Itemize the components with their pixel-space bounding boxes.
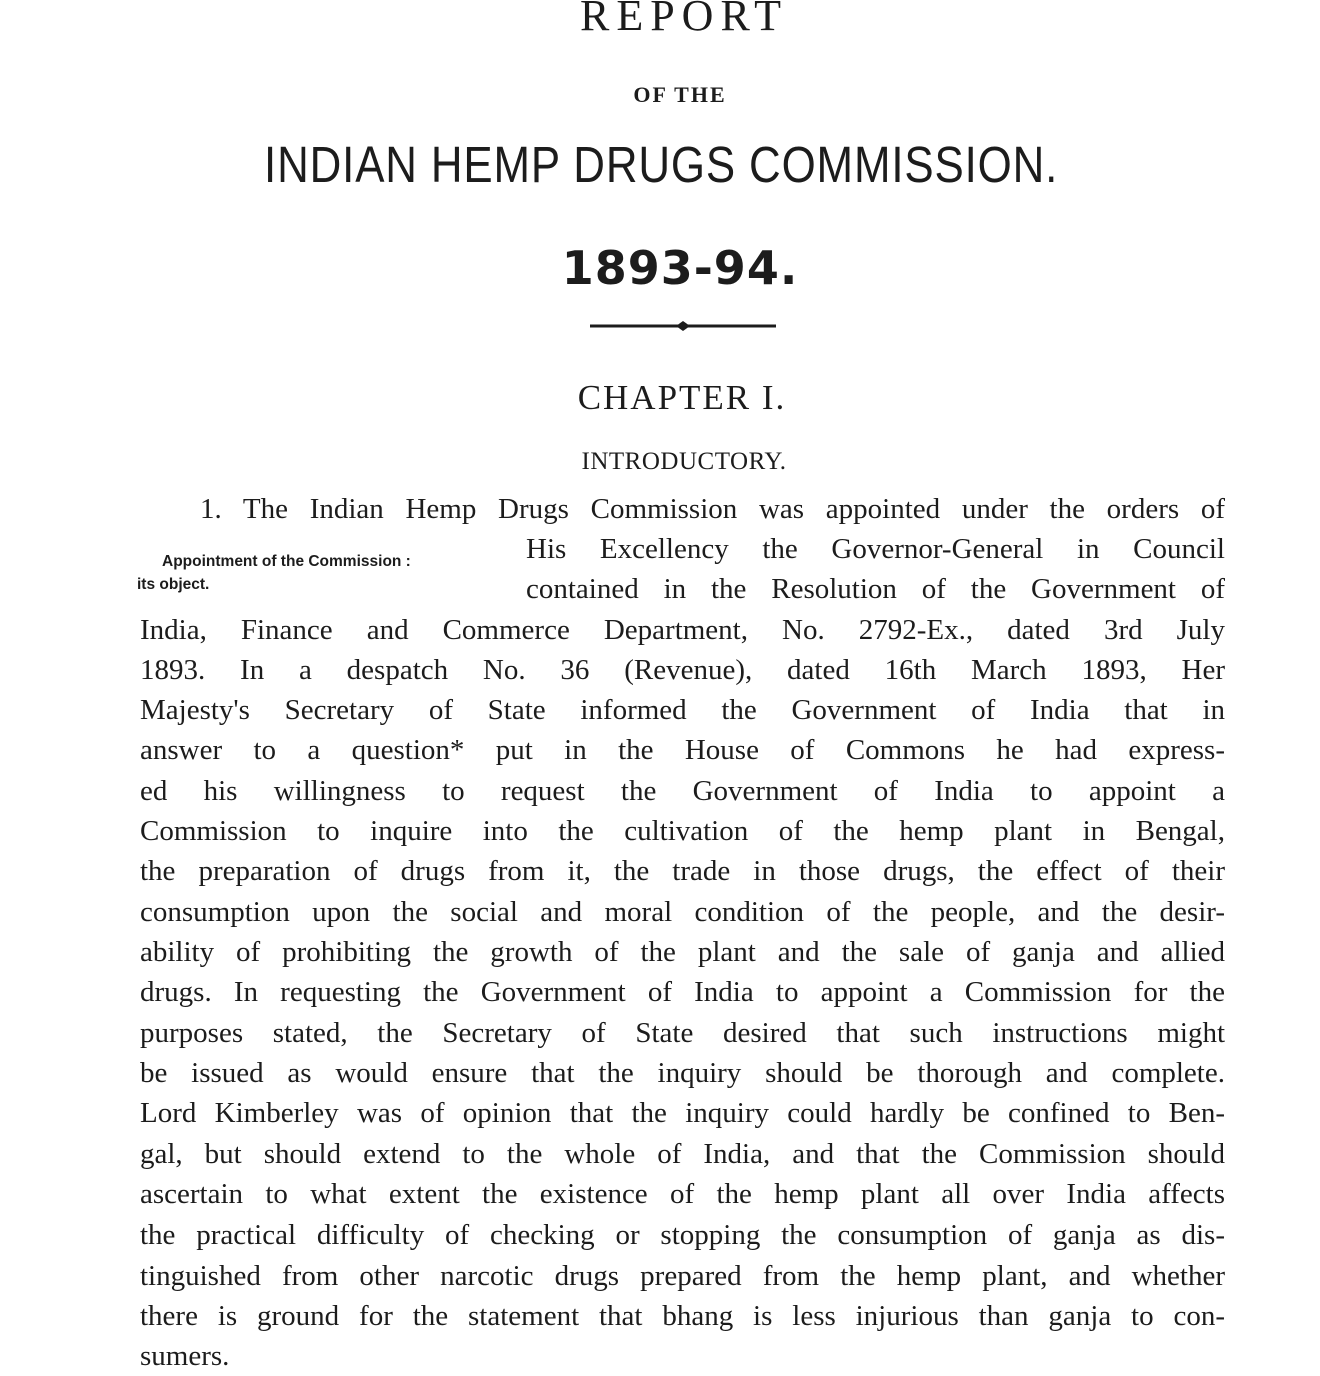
paragraph-line: 1. The Indian Hemp Drugs Commission was appointed under the orders of [200, 493, 1225, 525]
ornamental-rule [590, 318, 776, 334]
paragraph-line: tinguished from other narcotic drugs prepared from the hemp plant, and whether [140, 1260, 1225, 1292]
report-years: 1893-94. [561, 241, 799, 295]
report-title: REPORT [579, 0, 789, 40]
paragraph-line: contained in the Resolution of the Government of [526, 573, 1225, 605]
margin-note-line-1: Appointment of the Commission : [162, 553, 411, 570]
margin-note-line-2: its object. [137, 576, 210, 593]
paragraph-line: Commission to inquire into the cultivation of the hemp plant in Bengal, [140, 815, 1225, 847]
paragraph-line: sumers. [140, 1340, 230, 1372]
paragraph-line: ed his willingness to request the Government of India to appoint a [140, 775, 1225, 807]
section-heading: INTRODUCTORY. [581, 448, 787, 475]
paragraph-line: ascertain to what extent the existence of the hemp plant all over India affects [140, 1178, 1225, 1210]
paragraph-line: answer to a question* put in the House of Commons he had express- [140, 734, 1225, 766]
paragraph-line: the preparation of drugs from it, the trade in those drugs, the effect of their [140, 855, 1225, 887]
paragraph-line: drugs. In requesting the Government of India to appoint a Commission for the [140, 976, 1225, 1008]
paragraph-line: consumption upon the social and moral condition of the people, and the desir- [140, 896, 1225, 928]
paragraph-line: Lord Kimberley was of opinion that the inquiry could hardly be confined to Ben- [140, 1097, 1225, 1129]
paragraph-line: Majesty's Secretary of State informed the Government of India that in [140, 694, 1225, 726]
report-subtitle-of-the: OF THE [633, 82, 727, 107]
paragraph-line: the practical difficulty of checking or stopping the consumption of ganja as dis- [140, 1219, 1225, 1251]
paragraph-line: 1893. In a despatch No. 36 (Revenue), dated 16th March 1893, Her [140, 654, 1225, 686]
paragraph-line: be issued as would ensure that the inquiry should be thorough and complete. [140, 1057, 1225, 1089]
chapter-heading: CHAPTER I. [577, 378, 787, 417]
paragraph-line: there is ground for the statement that bhang is less injurious than ganja to con- [140, 1300, 1225, 1332]
paragraph-line: His Excellency the Governor-General in Council [526, 533, 1225, 565]
paragraph-line: ability of prohibiting the growth of the plant and the sale of ganja and allied [140, 936, 1225, 968]
paragraph-line: India, Finance and Commerce Department, No. 2792-Ex., dated 3rd July [140, 614, 1225, 646]
commission-name: INDIAN HEMP DRUGS COMMISSION. [264, 136, 1059, 193]
paragraph-line: gal, but should extend to the whole of India, and that the Commission should [140, 1138, 1225, 1170]
paragraph-line: purposes stated, the Secretary of State desired that such instructions might [140, 1017, 1225, 1049]
